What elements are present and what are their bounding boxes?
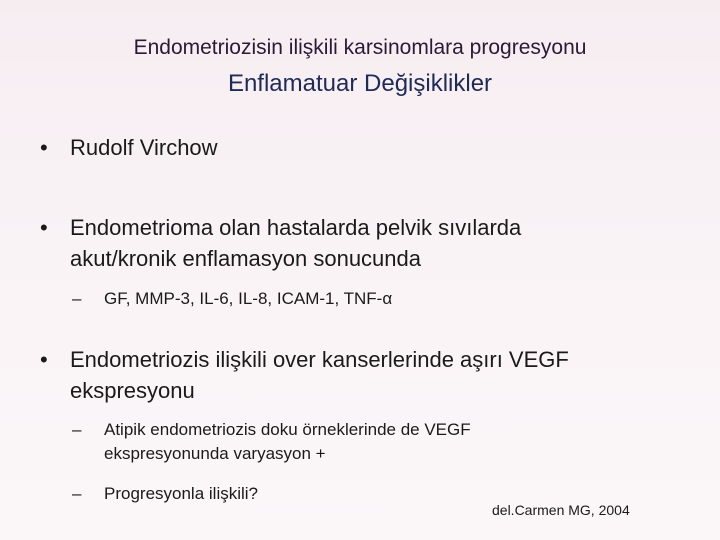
bullet-marker: • — [40, 135, 48, 160]
sub-bullet-text: Progresyonla ilişkili? — [104, 484, 259, 503]
bullet-marker: • — [40, 347, 48, 372]
sub-bullet-item — [32, 482, 258, 506]
sub-bullet-marker: – — [72, 484, 82, 503]
bullet-marker: • — [40, 215, 48, 240]
citation: del.Carmen MG, 2004 — [492, 502, 630, 518]
sub-bullet-text: GF, MMP-3, IL-6, IL-8, ICAM-1, TNF-α — [104, 289, 393, 308]
title-line-2: Enflamatuar Değişiklikler — [227, 70, 493, 97]
bullet-text: Rudolf Virchow — [70, 135, 218, 160]
slide-title — [0, 34, 720, 100]
bullet-text: Endometrioma olan hastalarda pelvik sıvılarda akut/kronik enflamasyon sonucunda — [70, 215, 522, 271]
sub-bullet-text: Atipik endometriozis doku örneklerinde de VEGF ekspresyonunda varyasyon + — [104, 420, 471, 463]
sub-bullet-marker: – — [72, 289, 82, 308]
bullet-item — [32, 212, 630, 274]
sub-bullet-marker: – — [72, 420, 82, 439]
sub-bullet-item — [32, 418, 524, 466]
title-line-1: Endometriozisin ilişkili karsinomlara progresyonu — [133, 36, 587, 59]
sub-bullet-item — [32, 287, 392, 311]
bullet-item — [32, 132, 218, 163]
bullet-text: Endometriozis ilişkili over kanserlerinde aşırı VEGF ekspresyonu — [70, 347, 569, 403]
bullet-item — [32, 344, 570, 406]
